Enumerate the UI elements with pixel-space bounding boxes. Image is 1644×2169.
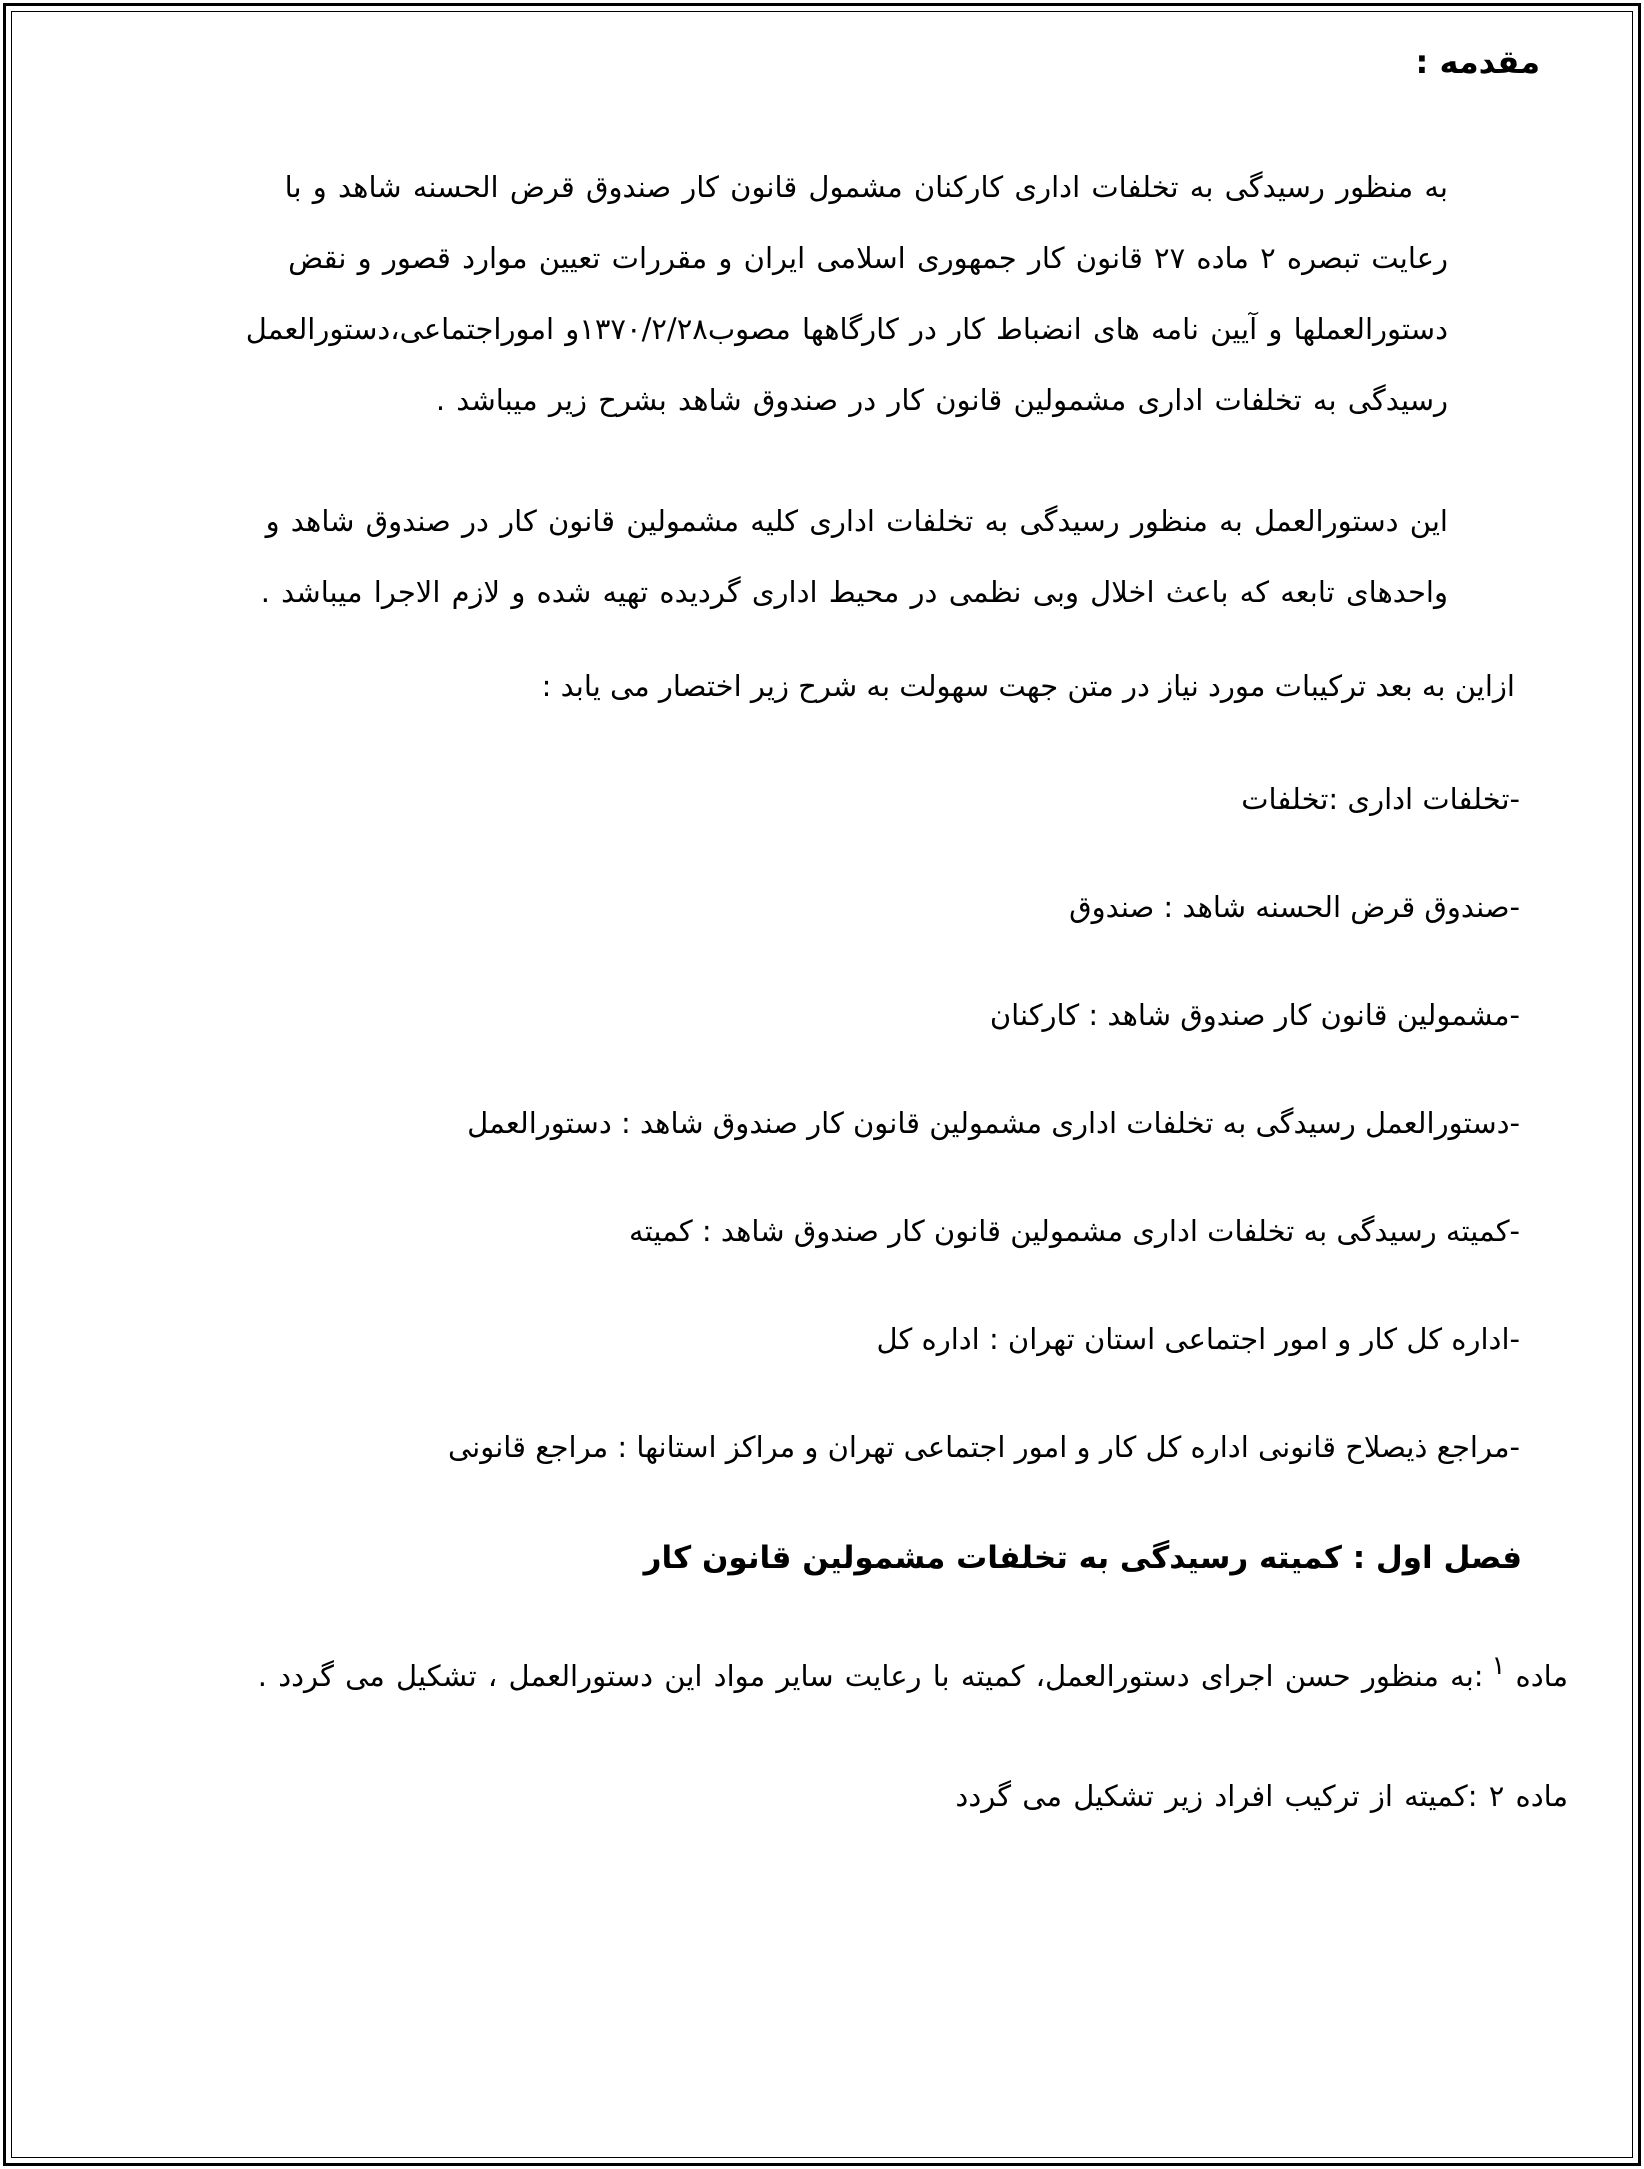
paragraph-line: دستورالعملها و آیین نامه های انضباط کار در کارگاهها مصوب۱۳۷۰/۲/۲۸و اموراجتماعی،دستورالعمل (245, 312, 1448, 346)
paragraph-line: رسیدگی به تخلفات اداری مشمولین قانون کار در صندوق شاهد بشرح زیر میباشد . (435, 383, 1448, 417)
abbreviation-item: -کمیته رسیدگی به تخلفات اداری مشمولین قانون کار صندوق شاهد : کمیته (629, 1214, 1520, 1248)
article-1-number: ۱ (1491, 1651, 1506, 1681)
abbreviation-item: -اداره کل کار و امور اجتماعی استان تهران : اداره کل (876, 1322, 1520, 1356)
intro-paragraph-2 (12, 486, 1632, 628)
paragraph-line: به منظور رسیدگی به تخلفات اداری کارکنان مشمول قانون کار صندوق قرض الحسنه شاهد و با (284, 170, 1448, 204)
abbreviation-item: -مشمولین قانون کار صندوق شاهد : کارکنان (989, 998, 1520, 1032)
paragraph-line: رعایت تبصره ۲ ماده ۲۷ قانون کار جمهوری اسلامی ایران و مقررات تعیین موارد قصور و نقض (288, 241, 1448, 275)
article-1-body: :به منظور حسن اجرای دستورالعمل، کمیته با رعایت سایر مواد این دستورالعمل ، تشکیل می گردد . (257, 1659, 1484, 1693)
article-2: ماده ۲ :کمیته از ترکیب افراد زیر تشکیل می گردد (955, 1779, 1568, 1813)
abbreviation-lead-text: ازاین به بعد ترکیبات مورد نیاز در متن جهت سهولت به شرح زیر اختصار می یابد : (541, 669, 1515, 703)
chapter-1-heading: فصل اول : کمیته رسیدگی به تخلفات مشمولین قانون کار (643, 1540, 1522, 1576)
paragraph-line: این دستورالعمل به منظور رسیدگی به تخلفات اداری کلیه مشمولین قانون کار در صندوق شاهد و (265, 504, 1448, 538)
article-1-label: ماده (1515, 1659, 1568, 1693)
abbreviation-item: -تخلفات اداری :تخلفات (1241, 782, 1520, 816)
abbreviation-item: -مراجع ذیصلاح قانونی اداره کل کار و امور اجتماعی تهران و مراکز استانها : مراجع قانونی (447, 1430, 1520, 1464)
abbreviation-item: -دستورالعمل رسیدگی به تخلفات اداری مشمولین قانون کار صندوق شاهد : دستورالعمل (467, 1106, 1520, 1140)
document-content (12, 12, 1632, 2157)
paragraph-line: واحدهای تابعه که باعث اخلال وبی نظمی در محیط اداری گردیده تهیه شده و لازم الاجرا میباشد . (260, 575, 1448, 609)
intro-paragraph-1 (12, 152, 1632, 436)
abbreviation-item: -صندوق قرض الحسنه شاهد : صندوق (1069, 890, 1520, 924)
article-1 (12, 1651, 1632, 1700)
abbreviation-list (12, 780, 1632, 1466)
page-title: مقدمه : (1415, 43, 1540, 81)
